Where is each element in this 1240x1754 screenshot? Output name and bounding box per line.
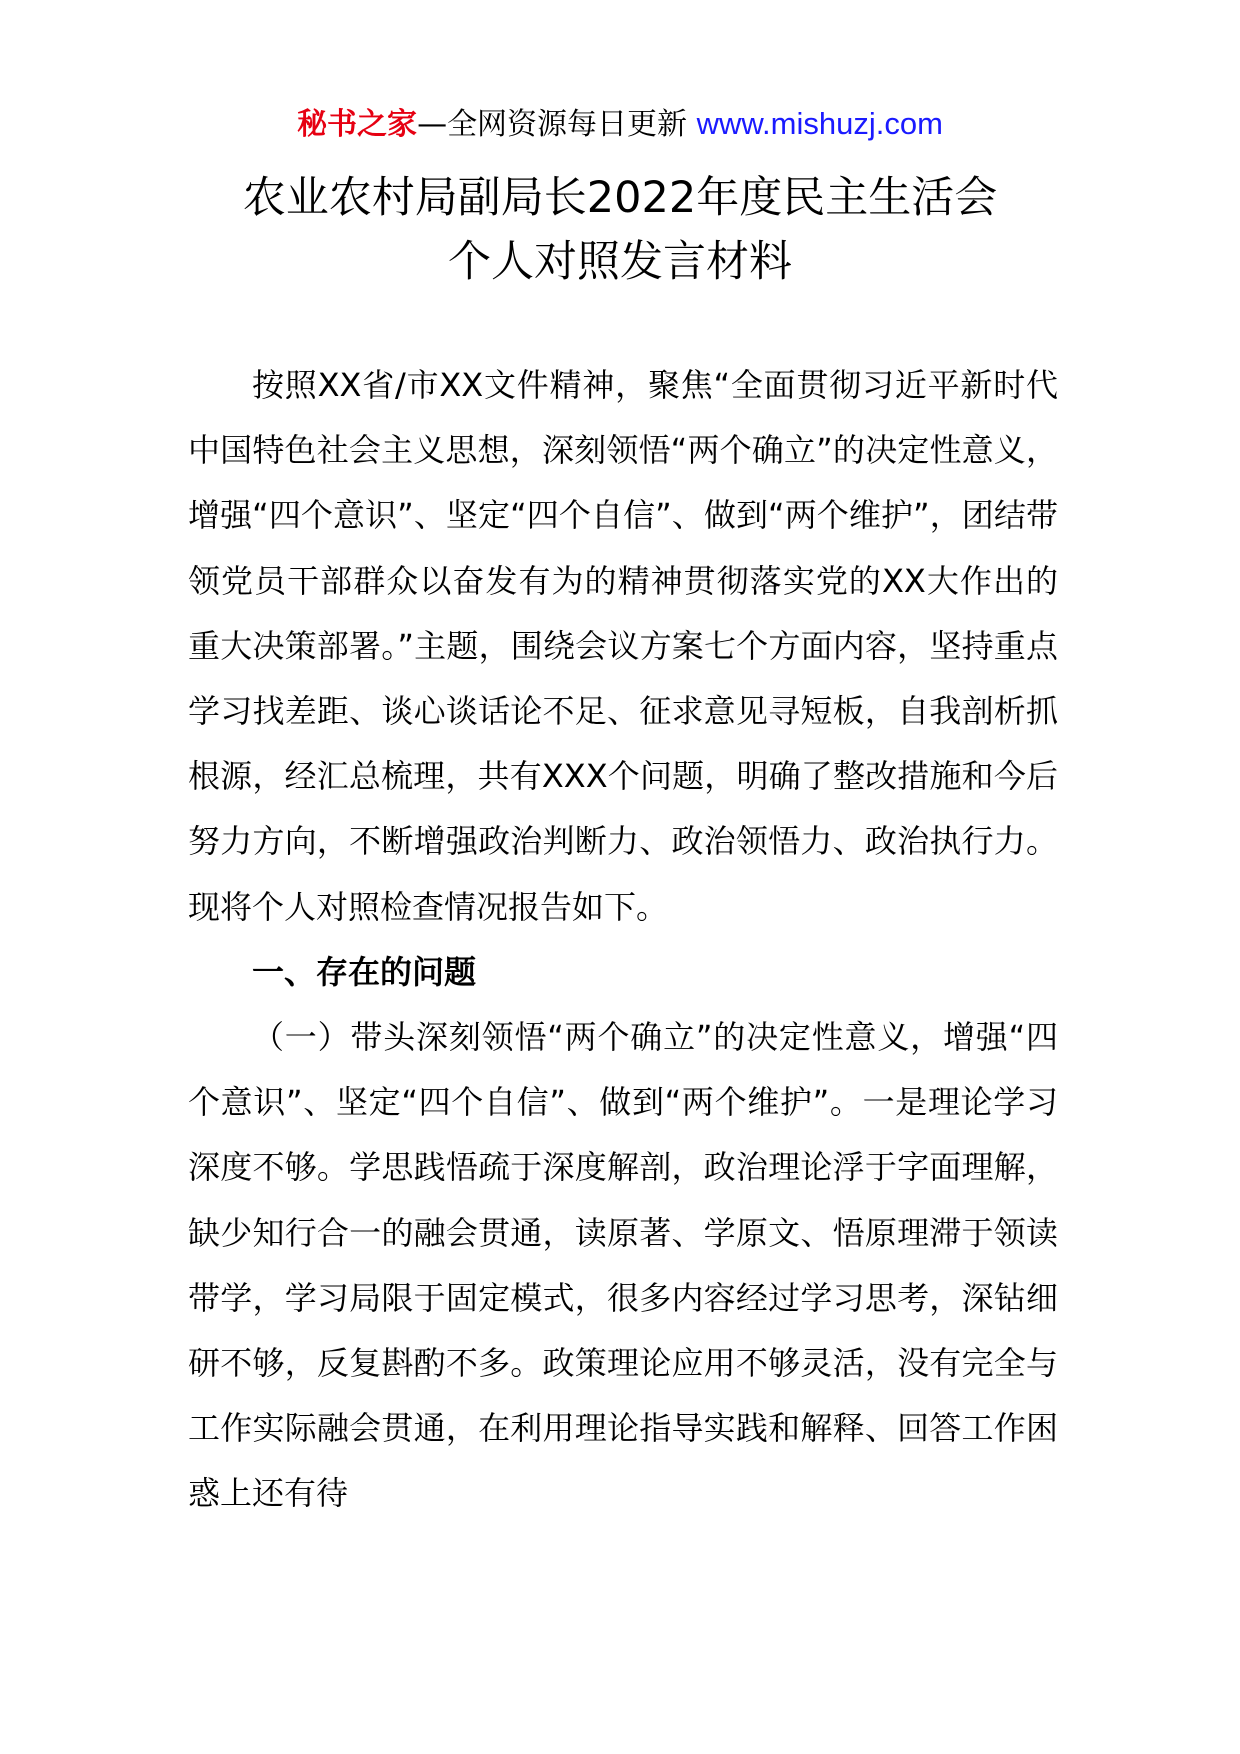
intro-paragraph: 按照XX省/市XX文件精神，聚焦“全面贯彻习近平新时代中国特色社会主义思想，深刻领悟“两个确立”的决定性意义，增强“四个意识”、坚定“四个自信”、做到“两个维护”，团结带领党员干部群众以奋发有为的精神贯彻落实党的XX大作出的重大决策部署。”主题，围绕会议方案七个方面内容，坚持重点学习找差距、谈心谈话论不足、征求意见寻短板，自我剖析抓根源，经汇总梳理，共有XXX个问题，明确了整改措施和今后努力方向，不断增强政治判断力、政治领悟力、政治执行力。现将个人对照检查情况报告如下。 xyxy=(188,366,1058,926)
title-line-1: 农业农村局副局长2022年度民主生活会 xyxy=(242,173,998,223)
document-title xyxy=(0,166,1240,294)
title-line-2: 个人对照发言材料 xyxy=(448,237,792,287)
header-slogan: —全网资源每日更新 xyxy=(417,107,697,142)
brand-name: 秘书之家 xyxy=(297,107,418,142)
site-url-link[interactable]: www.mishuzj.com xyxy=(696,106,943,141)
document-body xyxy=(188,353,1058,1527)
section-paragraph: （一）带头深刻领悟“两个确立”的决定性意义，增强“四个意识”、坚定“四个自信”、做到“两个维护”。一是理论学习深度不够。学思践悟疏于深度解剖，政治理论浮于字面理解，缺少知行合一的融会贯通，读原著、学原文、悟原理滞于领读带学，学习局限于固定模式，很多内容经过学习思考，深钻细研不够，反复斟酌不多。政策理论应用不够灵活，没有完全与工作实际融会贯通，在利用理论指导实践和解释、回答工作困惑上还有待 xyxy=(188,1018,1058,1513)
section-heading: 一、存在的问题 xyxy=(252,952,477,991)
watermark-header xyxy=(0,102,1240,147)
